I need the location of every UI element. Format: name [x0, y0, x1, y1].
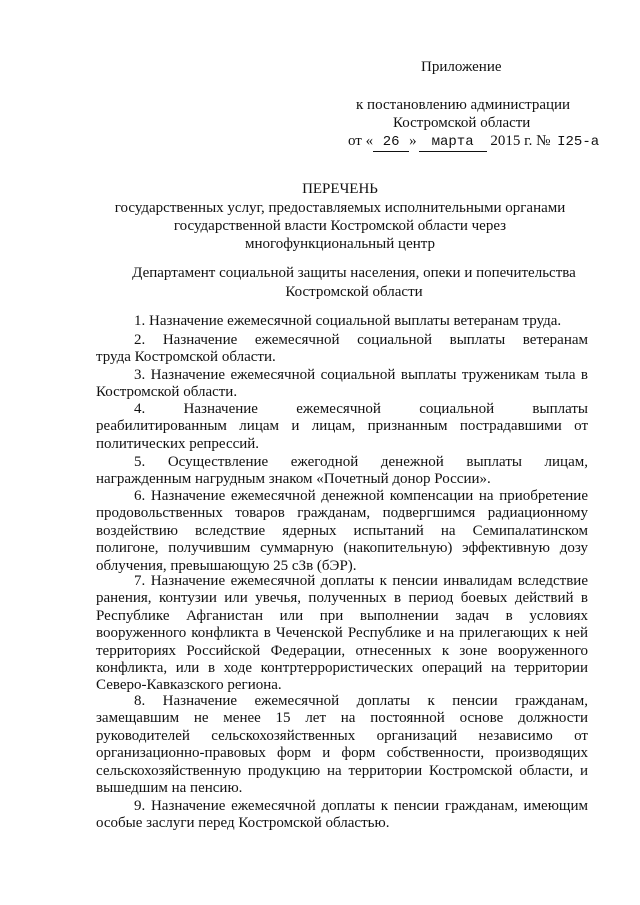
- document-title: ПЕРЕЧЕНЬ: [302, 181, 378, 197]
- list-item-line: 6. Назначение ежемесячной денежной компенсации на приобретение: [134, 488, 588, 504]
- list-item-line: территориях Российской Федерации, отнесенных к зоне вооруженного: [96, 642, 588, 659]
- list-item-line: продовольственных товаров гражданам, подвергшимся радиационному: [96, 505, 588, 522]
- list-item-line: 5. Осуществление ежегодной денежной выплаты лицам,: [134, 454, 588, 470]
- resolution-date: [348, 132, 602, 152]
- list-item-line: награжденным нагрудным знаком «Почетный донор России».: [96, 471, 491, 488]
- department-line: Департамент социальной защиты населения, опеки и попечительства: [132, 265, 576, 281]
- appendix-label: Приложение: [421, 59, 502, 75]
- list-item-line: полигоне, получившим суммарную (накопительную) эффективную дозу: [96, 540, 588, 557]
- title-line: многофункциональный центр: [245, 236, 435, 252]
- list-item-line: вышедшим на пенсию.: [96, 780, 243, 796]
- list-item-line: вооруженного конфликта в Чеченской Республике и на прилегающих к ней: [96, 625, 588, 642]
- list-item-line: Северо-Кавказского региона.: [96, 677, 282, 694]
- date-month: марта: [419, 133, 487, 152]
- list-item-line: Костромской области.: [96, 384, 238, 401]
- department-line: Костромской области: [285, 284, 423, 300]
- date-year: 2015 г. №: [490, 133, 551, 149]
- list-item-line: особые заслуги перед Костромской областью.: [96, 815, 390, 832]
- list-item-line: труда Костромской области.: [96, 349, 276, 366]
- list-item-line: 8. Назначение ежемесячной доплаты к пенсии гражданам,: [134, 693, 588, 709]
- list-item-line: Республике Афганистан или при выполнении задач в условиях: [96, 607, 588, 624]
- resolution-number: I25-а: [557, 134, 600, 150]
- list-item-line: политических репрессий.: [96, 435, 260, 452]
- title-line: государственной власти Костромской области через: [173, 218, 507, 234]
- date-prefix: от «: [348, 133, 374, 149]
- region-label: Костромской области: [393, 115, 531, 131]
- date-mid: »: [409, 133, 417, 149]
- date-day: 26: [373, 133, 409, 152]
- list-item-line: конфликта, или в ходе контртеррористических операций на территории: [96, 660, 588, 676]
- list-item-line: ранения, контузии или увечья, полученных в период боевых действий в: [96, 590, 588, 607]
- list-item-line: реабилитированным лицам и лицам, признанным пострадавшими от: [96, 418, 588, 435]
- list-item-line: 3. Назначение ежемесячной социальной выплаты труженикам тыла в: [134, 367, 588, 383]
- list-item-line: руководителей сельскохозяйственных организаций независимо от: [96, 727, 588, 744]
- list-item-line: сельскохозяйственную продукцию на территории Костромской области, и: [96, 762, 588, 779]
- list-item-line: организационно-правовых форм и форм собственности, производящих: [96, 745, 588, 762]
- list-item-line: 2. Назначение ежемесячной социальной выплаты ветеранам: [134, 332, 588, 348]
- list-item-line: 1. Назначение ежемесячной социальной выплаты ветеранам труда.: [134, 313, 562, 329]
- list-item-line: облучения, превышающую 25 сЗв (бЭР).: [96, 557, 357, 574]
- resolution-label: к постановлению администрации: [356, 97, 571, 113]
- list-item-line: 4. Назначение ежемесячной социальной выплаты: [134, 401, 588, 417]
- list-item-line: 7. Назначение ежемесячной доплаты к пенсии инвалидам вследствие: [134, 573, 588, 589]
- list-item-line: 9. Назначение ежемесячной доплаты к пенсии гражданам, имеющим: [134, 798, 588, 814]
- list-item-line: воздействию вследствие ядерных испытаний на Семипалатинском: [96, 522, 588, 539]
- title-line: государственных услуг, предоставляемых исполнительными органами: [114, 200, 566, 216]
- list-item-line: замещавшим не менее 15 лет на постоянной основе должности: [96, 710, 588, 727]
